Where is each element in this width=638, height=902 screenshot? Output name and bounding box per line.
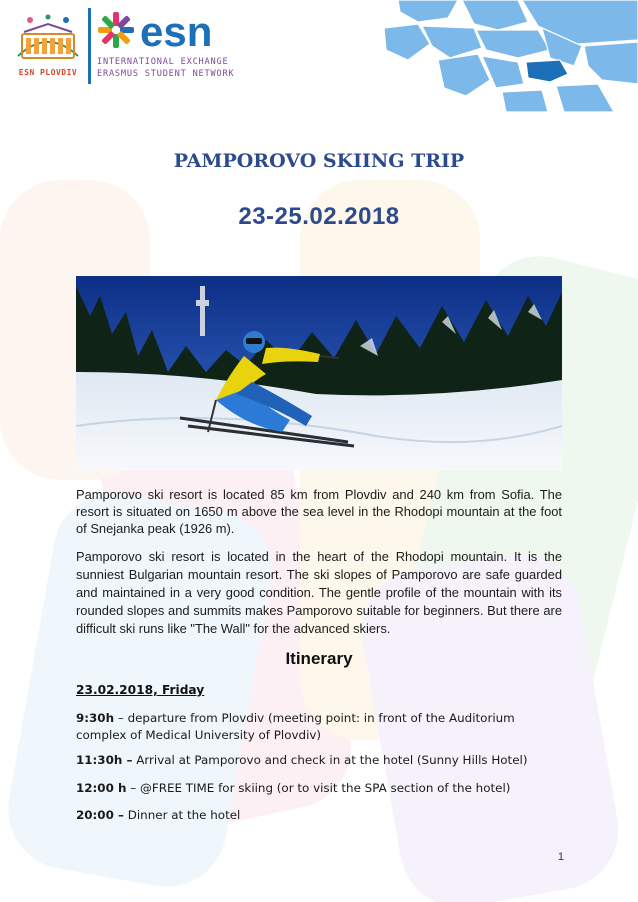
itinerary-time: 12:00 h	[76, 781, 127, 795]
esn-plovdiv-logo	[12, 12, 84, 82]
itinerary-item: 12:00 h – @FREE TIME for skiing (or to visit the SPA section of the hotel)	[76, 781, 511, 795]
esn-star-icon	[98, 12, 134, 48]
esn-subtitle	[97, 56, 297, 80]
europe-map	[378, 0, 638, 112]
itinerary-time: 9:30h	[76, 711, 115, 725]
itinerary-item	[76, 807, 546, 824]
itinerary-heading: Itinerary	[285, 649, 353, 668]
esn-logo-text: esn	[140, 8, 213, 52]
itinerary-text: @FREE TIME for skiing (or to visit the SPA section of the hotel)	[139, 781, 511, 795]
esn-subtitle-line2: ERASMUS STUDENT NETWORK	[97, 69, 235, 79]
logo-divider	[88, 8, 91, 84]
esn-subtitle-line1: INTERNATIONAL EXCHANGE	[97, 57, 229, 67]
skier-photo	[76, 276, 562, 470]
page-number: 1	[557, 851, 564, 863]
intro-paragraph: Pamporovo ski resort is located 85 km from Plovdiv and 240 km from Sofia. The resort is situated on 1650 m above the sea level in the Rhodopi mountain at the foot of Snejanka peak (1926 m).	[76, 487, 562, 536]
itinerary-text: Arrival at Pamporovo and check in at the hotel (Sunny Hills Hotel)	[136, 753, 528, 767]
itinerary-item: 9:30h – departure from Plovdiv (meeting point: in front of the Auditorium complex of Medical University of Plovdiv)	[76, 711, 515, 742]
itinerary-item	[76, 752, 546, 769]
trip-dates: 23-25.02.2018	[238, 203, 400, 230]
itinerary-time: 11:30h –	[76, 753, 133, 767]
description-paragraph: Pamporovo ski resort is located in the heart of the Rhodopi mountain. It is the sunniest Bulgarian mountain resort. The ski slopes of Pamporovo are safe guarded and maintained in a very good condition. The gentle profile of the mountain with its rounded slopes and summits makes Pamporovo suitable for beginners. But there are difficult ski runs like "The Wall" for the advanced skiers.	[76, 549, 562, 636]
plovdiv-logo-text: ESN PLOVDIV	[18, 68, 78, 77]
esn-logo	[96, 8, 260, 52]
itinerary-day: 23.02.2018, Friday	[76, 683, 205, 697]
page-title: PAMPOROVO SKIING TRIP	[173, 150, 465, 172]
itinerary-text: departure from Plovdiv (meeting point: in front of the Auditorium complex of Medical University of Plovdiv)	[76, 711, 515, 742]
itinerary-text: Dinner at the hotel	[127, 808, 241, 822]
itinerary-time: 20:00 –	[76, 808, 124, 822]
